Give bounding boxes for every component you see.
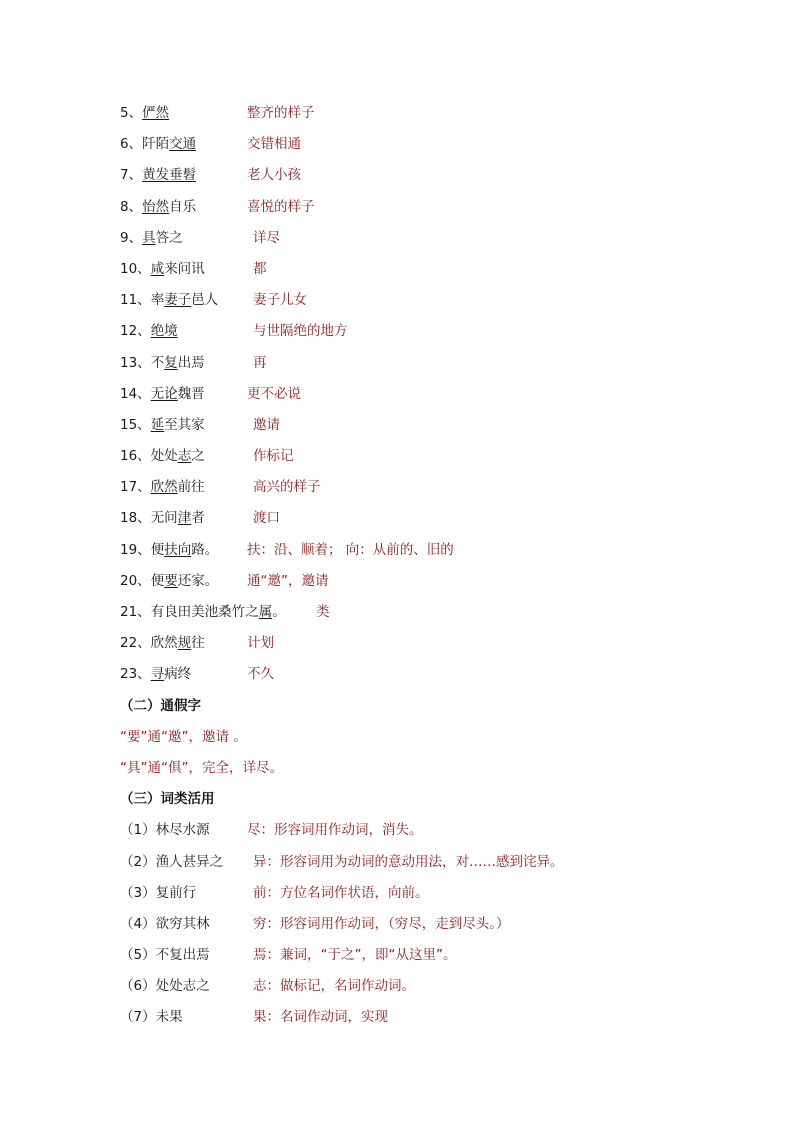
vocab-definition: 更不必说 bbox=[247, 385, 301, 402]
huoyong-definition: 焉：兼词，“于之”，即“从这里”。 bbox=[253, 947, 457, 964]
vocab-keyword: 怡然 bbox=[142, 198, 170, 215]
vocab-text: 有良田美池桑竹之 bbox=[150, 604, 259, 620]
vocab-definition: 与世隔绝的地方 bbox=[253, 323, 348, 340]
vocab-definition: 渡口 bbox=[253, 510, 280, 527]
vocab-term bbox=[120, 319, 178, 343]
vocab-number: 17、 bbox=[120, 479, 151, 496]
vocab-definition: 不久 bbox=[247, 666, 274, 683]
vocab-row bbox=[120, 506, 740, 537]
vocab-text: 路。 bbox=[191, 541, 219, 558]
huoyong-term: （1）林尽水源 bbox=[120, 822, 210, 839]
vocab-number: 18、 bbox=[120, 510, 151, 527]
vocab-definition: 详尽 bbox=[253, 229, 280, 246]
vocab-definition: 整齐的样子 bbox=[247, 105, 315, 121]
vocab-text: 不 bbox=[150, 354, 165, 371]
vocab-text: 便 bbox=[150, 541, 165, 558]
vocab-text: 阡陌 bbox=[142, 136, 170, 153]
vocab-row bbox=[120, 226, 740, 257]
vocab-number: 14、 bbox=[120, 385, 151, 402]
huoyong-term: （6）处处志之 bbox=[120, 978, 210, 995]
vocab-keyword: 无论 bbox=[150, 385, 178, 402]
vocab-text: 欣然 bbox=[150, 635, 178, 652]
vocab-keyword: 规 bbox=[177, 635, 192, 652]
vocab-number: 13、 bbox=[120, 354, 151, 371]
vocab-row bbox=[120, 662, 740, 693]
vocab-row bbox=[120, 382, 740, 413]
vocab-row bbox=[120, 132, 740, 163]
vocab-term bbox=[120, 600, 286, 624]
huoyong-row bbox=[120, 974, 740, 1005]
vocab-text: 至其家 bbox=[164, 416, 205, 433]
huoyong-definition: 前：方位名词作状语，向前。 bbox=[253, 884, 429, 901]
vocab-term bbox=[120, 101, 169, 125]
vocab-term bbox=[120, 257, 205, 281]
vocab-number: 9、 bbox=[120, 229, 143, 246]
vocab-row bbox=[120, 288, 740, 319]
vocab-definition: 扶：沿、顺着； 向：从前的、旧的 bbox=[247, 541, 454, 558]
vocab-term bbox=[120, 195, 196, 219]
section-heading-tongjiazi bbox=[120, 694, 740, 725]
vocab-text: 便 bbox=[150, 572, 165, 589]
vocab-keyword: 俨然 bbox=[142, 105, 170, 121]
vocab-keyword: 具 bbox=[142, 229, 156, 246]
vocab-term bbox=[120, 631, 205, 655]
huoyong-term: （3）复前行 bbox=[120, 884, 197, 901]
section-title: （二）通假字 bbox=[120, 697, 201, 714]
vocab-definition: 交错相通 bbox=[247, 136, 301, 153]
huoyong-row bbox=[120, 881, 740, 912]
vocab-term bbox=[120, 569, 218, 593]
vocab-keyword: 寻 bbox=[150, 666, 165, 683]
vocab-text: 往 bbox=[191, 635, 205, 652]
vocab-term bbox=[120, 382, 205, 406]
vocab-number: 16、 bbox=[120, 448, 151, 465]
vocab-keyword: 志 bbox=[177, 448, 192, 465]
vocab-number: 19、 bbox=[120, 541, 151, 558]
vocab-row bbox=[120, 444, 740, 475]
vocab-row bbox=[120, 600, 740, 631]
vocab-row bbox=[120, 101, 740, 132]
vocab-text: 来问讯 bbox=[164, 260, 205, 277]
vocab-text: 者 bbox=[191, 510, 205, 527]
vocab-definition: 喜悦的样子 bbox=[247, 198, 315, 215]
vocab-number: 15、 bbox=[120, 416, 151, 433]
vocab-term bbox=[120, 132, 196, 156]
section-heading-cileihuoyong bbox=[120, 787, 740, 818]
vocab-keyword: 扶 bbox=[164, 541, 178, 558]
vocab-number: 23、 bbox=[120, 666, 151, 683]
section-title: （三）词类活用 bbox=[120, 791, 215, 808]
vocab-term bbox=[120, 506, 205, 530]
vocab-text: 之 bbox=[191, 448, 205, 465]
vocab-text: 出焉 bbox=[177, 354, 205, 371]
huoyong-row bbox=[120, 850, 740, 881]
vocab-row bbox=[120, 195, 740, 226]
vocab-term bbox=[120, 662, 191, 686]
vocab-text: 处处 bbox=[150, 448, 178, 465]
vocab-text: 率 bbox=[150, 292, 165, 309]
vocab-definition: 计划 bbox=[247, 635, 274, 652]
vocab-term bbox=[120, 475, 205, 499]
huoyong-row bbox=[120, 943, 740, 974]
vocab-text: 自乐 bbox=[169, 198, 197, 215]
vocab-number: 7、 bbox=[120, 167, 143, 184]
vocab-definition: 妻子儿女 bbox=[253, 292, 307, 309]
tongjiazi-item bbox=[120, 725, 740, 756]
vocab-keyword: 延 bbox=[150, 416, 165, 433]
vocab-term bbox=[120, 226, 183, 250]
vocab-keyword: 欣然 bbox=[150, 479, 178, 496]
huoyong-definition: 果：名词作动词，实现 bbox=[253, 1009, 388, 1026]
vocab-definition: 通“邀”，邀请 bbox=[247, 572, 329, 589]
vocab-keyword: 黄发垂髫 bbox=[142, 167, 197, 184]
vocab-keyword: 妻子 bbox=[164, 292, 192, 309]
vocab-definition: 高兴的样子 bbox=[253, 479, 321, 496]
vocab-definition: 都 bbox=[253, 260, 267, 277]
vocab-text: 还家。 bbox=[177, 572, 219, 589]
huoyong-definition: 尽：形容词用作动词，消失。 bbox=[247, 822, 423, 839]
vocab-keyword: 复 bbox=[164, 354, 178, 371]
tongjiazi-text: “具”通“俱”，完全，详尽。 bbox=[120, 759, 283, 776]
vocab-term bbox=[120, 163, 196, 187]
vocab-definition: 再 bbox=[253, 354, 267, 371]
vocab-number: 22、 bbox=[120, 635, 151, 652]
vocab-row bbox=[120, 413, 740, 444]
vocab-number: 11、 bbox=[120, 292, 151, 309]
vocab-row bbox=[120, 319, 740, 350]
huoyong-definition: 志：做标记，名词作动词。 bbox=[253, 978, 415, 995]
huoyong-list bbox=[120, 818, 740, 1036]
vocab-keyword: 要 bbox=[164, 572, 178, 589]
vocab-number: 12、 bbox=[120, 323, 151, 340]
vocab-text: 魏晋 bbox=[177, 385, 205, 402]
vocab-row bbox=[120, 257, 740, 288]
vocab-number: 10、 bbox=[120, 260, 151, 277]
tongjiazi-item bbox=[120, 756, 740, 787]
document-page bbox=[120, 101, 740, 1037]
vocab-text: 无问 bbox=[150, 510, 178, 527]
vocab-row bbox=[120, 351, 740, 382]
vocab-term bbox=[120, 413, 205, 437]
vocab-row bbox=[120, 475, 740, 506]
vocab-definition: 类 bbox=[316, 604, 330, 620]
vocab-number: 21、 bbox=[120, 604, 151, 620]
vocab-row bbox=[120, 569, 740, 600]
huoyong-term: （5）不复出焉 bbox=[120, 947, 210, 964]
vocab-row bbox=[120, 631, 740, 662]
vocab-term bbox=[120, 351, 205, 375]
vocab-term bbox=[120, 538, 218, 562]
huoyong-definition: 异：形容词用为动词的意动用法，对……感到诧异。 bbox=[253, 853, 564, 870]
vocab-row bbox=[120, 163, 740, 194]
vocab-text: 答之 bbox=[155, 229, 183, 246]
huoyong-term: （7）未果 bbox=[120, 1009, 183, 1026]
tongjiazi-text: “要”通“邀”，邀请 。 bbox=[120, 728, 247, 745]
vocab-text: 前往 bbox=[177, 479, 205, 496]
vocab-term bbox=[120, 444, 205, 468]
vocab-number: 8、 bbox=[120, 198, 143, 215]
vocab-definition: 老人小孩 bbox=[247, 167, 301, 184]
vocab-number: 5、 bbox=[120, 105, 143, 121]
vocab-text: 病终 bbox=[164, 666, 192, 683]
vocab-list bbox=[120, 101, 740, 694]
huoyong-term: （2）渔人甚异之 bbox=[120, 853, 224, 870]
vocab-term bbox=[120, 288, 218, 312]
vocab-keyword: 属 bbox=[258, 604, 273, 620]
vocab-definition: 作标记 bbox=[253, 448, 294, 465]
vocab-number: 20、 bbox=[120, 572, 151, 589]
vocab-definition: 邀请 bbox=[253, 416, 280, 433]
vocab-keyword: 咸 bbox=[150, 260, 165, 277]
vocab-keyword: 绝境 bbox=[150, 323, 178, 340]
vocab-keyword: 向 bbox=[177, 541, 192, 558]
vocab-text: 邑人 bbox=[191, 292, 219, 309]
huoyong-row bbox=[120, 818, 740, 849]
vocab-keyword: 交通 bbox=[169, 136, 197, 153]
huoyong-row bbox=[120, 912, 740, 943]
vocab-number: 6、 bbox=[120, 136, 143, 153]
vocab-text: 。 bbox=[272, 604, 286, 620]
vocab-row bbox=[120, 538, 740, 569]
vocab-keyword: 津 bbox=[177, 510, 192, 527]
huoyong-definition: 穷：形容词用作动词，（穷尽，走到尽头。） bbox=[253, 915, 510, 932]
huoyong-row bbox=[120, 1005, 740, 1036]
huoyong-term: （4）欲穷其林 bbox=[120, 915, 210, 932]
